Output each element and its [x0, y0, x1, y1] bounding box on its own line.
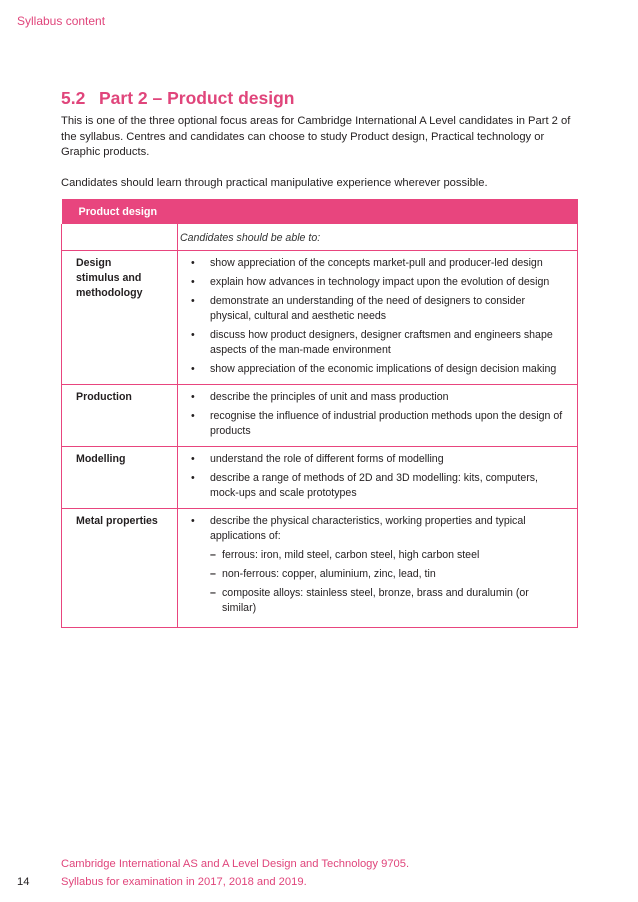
table-row: [62, 446, 578, 508]
sub-list-item: – composite alloys: stainless steel, bronze, brass and duralumin (or similar): [210, 586, 529, 614]
topic-cell: [62, 384, 178, 446]
sub-list-item: – non-ferrous: copper, aluminium, zinc, lead, tin: [210, 567, 436, 580]
dash-icon: –: [210, 548, 216, 561]
table-subheader-row: [62, 224, 578, 250]
topic-cell: [62, 508, 178, 627]
footer: [61, 855, 409, 891]
bullet-icon: •: [191, 256, 195, 269]
dash-icon: –: [210, 586, 216, 599]
page-number: 14: [17, 876, 30, 888]
section-title-text: Part 2 – Product design: [99, 88, 295, 108]
bullet-icon: •: [191, 328, 195, 341]
dash-icon: –: [210, 567, 216, 580]
table-row: [62, 384, 578, 446]
table-row: [62, 250, 578, 384]
table-header-row: [62, 199, 578, 224]
sub-list-item: – ferrous: iron, mild steel, carbon steel, high carbon steel: [210, 548, 480, 561]
list-item: • describe the principles of unit and mass production: [191, 390, 449, 403]
running-head: Syllabus content: [17, 14, 106, 28]
intro-text: [61, 114, 581, 191]
bullet-icon: •: [191, 514, 195, 527]
bullet-icon: •: [191, 294, 195, 307]
topic-label: Production: [76, 390, 132, 403]
bullet-icon: •: [191, 362, 195, 375]
bullet-icon: •: [191, 452, 195, 465]
list-item: • discuss how product designers, designer craftsmen and engineers shape aspects of the man-made environment: [191, 328, 553, 356]
outcomes-cell: [178, 446, 578, 508]
topic-label: Modelling: [76, 452, 126, 465]
bullet-icon: •: [191, 471, 195, 484]
intro-paragraph-2: Candidates should learn through practical manipulative experience wherever possible.: [61, 176, 488, 189]
list-item: • explain how advances in technology impact upon the evolution of design: [191, 275, 550, 288]
section-title: [61, 88, 294, 109]
section-number: 5.2: [61, 88, 86, 108]
syllabus-table: [61, 199, 578, 628]
topic-label: Metal properties: [76, 514, 158, 527]
bullet-icon: •: [191, 390, 195, 403]
list-item: • demonstrate an understanding of the need of designers to consider physical, cultural and aesthetic needs: [191, 294, 526, 322]
bullet-icon: •: [191, 275, 195, 288]
table-row: [62, 508, 578, 627]
list-item: • show appreciation of the economic implications of design decision making: [191, 362, 557, 375]
list-item: • describe the physical characteristics, working properties and typical applications of: – ferrous: iron, mild steel, carbon steel, high carbon steel – non-ferrous: copper, aluminium, zinc, lead, tin – composite alloys: stainless steel, bronze, brass and duralumin (or similar): [178, 514, 563, 616]
list-item: • recognise the influence of industrial production methods upon the design of products: [191, 409, 563, 437]
list-item: • understand the role of different forms of modelling: [191, 452, 444, 465]
topic-cell: [62, 446, 178, 508]
topic-cell: [62, 250, 178, 384]
list-item: • describe a range of methods of 2D and 3D modelling: kits, computers, mock-ups and scale prototypes: [191, 471, 538, 499]
footer-line-1: Cambridge International AS and A Level Design and Technology 9705.: [61, 858, 410, 870]
table-header: Product design: [62, 199, 578, 224]
outcomes-cell: [178, 384, 578, 446]
list-item: • show appreciation of the concepts market-pull and producer-led design: [191, 256, 543, 269]
intro-paragraph-1: This is one of the three optional focus areas for Cambridge International A Level candidates in Part 2 of the syllabus. Centres and candidates can choose to study Product design, Practical technology or Graphic products.: [61, 115, 571, 158]
topic-label: Design stimulus and methodology: [76, 256, 143, 299]
outcomes-cell: [178, 250, 578, 384]
footer-line-2: Syllabus for examination in 2017, 2018 and 2019.: [61, 876, 307, 888]
table-subheader: Candidates should be able to:: [178, 224, 578, 250]
bullet-icon: •: [191, 409, 195, 422]
outcomes-cell: [178, 508, 578, 627]
